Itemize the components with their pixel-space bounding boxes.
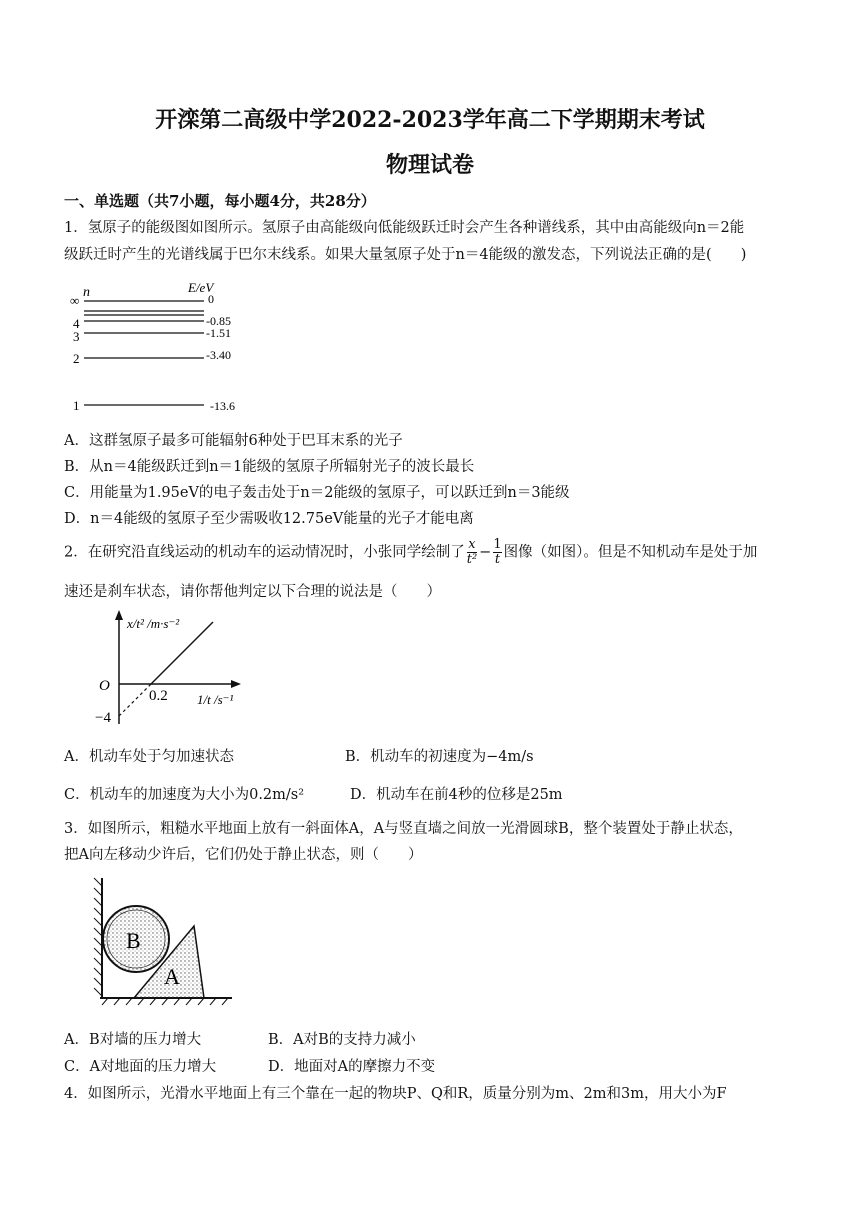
graph-y-intercept: −4: [95, 710, 111, 726]
exam-subtitle: 物理试卷: [385, 152, 474, 178]
level-e-3: -1.51: [206, 326, 231, 340]
q2-option-c: C．机动车的加速度为大小为0.2m/s²: [64, 787, 305, 803]
wedge-label: A: [164, 964, 180, 989]
wall-ball-wedge-figure: [92, 876, 242, 1006]
level-n-3: 3: [73, 329, 80, 344]
q1-stem-line1: 1．氢原子的能级图如图所示。氢原子由高能级向低能级跃迁时会产生各种谱线系，其中由高能级向n＝2能: [64, 220, 745, 236]
level-e-4: -0.85: [206, 314, 231, 328]
q2-stem-part-b: 图像（如图）。但是不知机动车是处于加: [503, 544, 758, 561]
exam-title: 开滦第二高级中学2022-2023学年高二下学期期末考试: [155, 107, 705, 133]
energy-axis-label: E/eV: [188, 280, 214, 295]
q2-stem-line1: [64, 538, 757, 567]
q3-option-a: A．B对墙的压力增大: [64, 1032, 202, 1048]
q3-stem-line2: 把A向左移动少许后，它们仍处于静止状态，则（ ）: [64, 847, 423, 863]
level-n-4: 4: [73, 316, 80, 331]
x-t2-graph: [85, 608, 265, 733]
q1-option-a: A．这群氢原子最多可能辐射6种处于巴耳末系的光子: [64, 433, 403, 449]
q3-stem-line1: 3．如图所示，粗糙水平地面上放有一斜面体A，A与竖直墙之间放一光滑圆球B，整个装置处于静止状态，: [64, 821, 743, 837]
q3-option-d: D．地面对A的摩擦力不变: [268, 1059, 436, 1075]
graph-origin: O: [99, 678, 110, 694]
q4-stem-line1: 4．如图所示，光滑水平地面上有三个靠在一起的物块P、Q和R，质量分别为m、2m和3m，用大小为F: [64, 1086, 727, 1102]
q3-option-b: B．A对B的支持力减小: [268, 1032, 416, 1048]
q2-option-b: B．机动车的初速度为−4m/s: [345, 749, 534, 765]
level-e-inf: 0: [208, 292, 214, 306]
level-e-2: -3.40: [206, 348, 231, 362]
fraction-x-over-t2: $\frac{x}{\text{t²}}$: [466, 537, 478, 567]
ball-label: B: [126, 928, 141, 953]
level-n-inf: ∞: [70, 293, 80, 308]
q1-stem-line2: 级跃迁时产生的光谱线属于巴尔末线系。如果大量氢原子处于n＝4能级的激发态，下列说法正确的是( ): [64, 247, 747, 263]
graph-y-label: x/t² /m·s⁻²: [127, 616, 180, 631]
q2-minus: −: [479, 544, 492, 561]
graph-x-label: 1/t /s⁻¹: [197, 692, 234, 707]
q1-option-d: D．n＝4能级的氢原子至少需吸收12.75eV能量的光子才能电离: [64, 511, 474, 527]
q1-option-b: B．从n＝4能级跃迁到n＝1能级的氢原子所辐射光子的波长最长: [64, 459, 475, 475]
q2-stem-line2: 速还是刹车状态，请你帮他判定以下合理的说法是（ ）: [64, 584, 441, 600]
level-n-1: 1: [73, 398, 80, 413]
fraction-1-over-t: $\frac{1}{t}$: [493, 537, 502, 567]
n-axis-label: n: [83, 285, 90, 300]
level-n-2: 2: [73, 351, 80, 366]
energy-level-diagram: [64, 276, 264, 416]
section-heading: 一、单选题（共7小题，每小题4分，共28分）: [64, 192, 376, 210]
q2-stem-part-a: 2．在研究沿直线运动的机动车的运动情况时，小张同学绘制了: [64, 544, 465, 561]
graph-line: [151, 622, 213, 684]
graph-x-intercept: 0.2: [149, 688, 168, 704]
dashed-extension: [119, 684, 151, 716]
q2-option-d: D．机动车在前4秒的位移是25m: [350, 787, 563, 803]
q2-option-a: A．机动车处于匀加速状态: [64, 749, 234, 765]
q1-option-c: C．用能量为1.95eV的电子轰击处于n＝2能级的氢原子，可以跃迁到n＝3能级: [64, 485, 570, 501]
q3-option-c: C．A对地面的压力增大: [64, 1059, 217, 1075]
level-e-1: -13.6: [210, 399, 235, 413]
